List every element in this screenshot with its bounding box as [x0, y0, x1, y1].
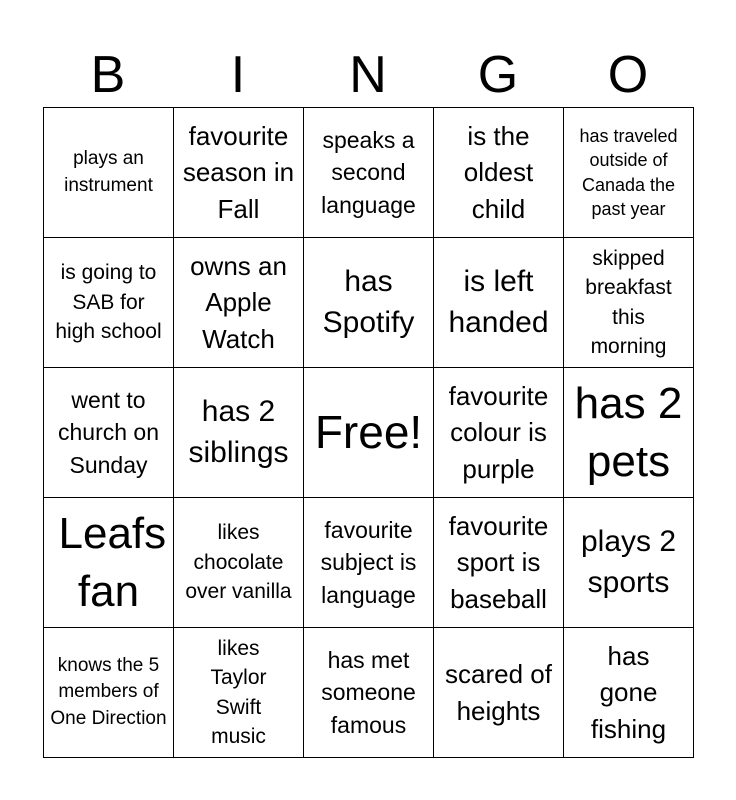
bingo-cell[interactable]: [174, 498, 304, 628]
bingo-cell-text: is left handed: [448, 265, 549, 339]
bingo-cell-text: favourite sport is baseball: [448, 510, 549, 614]
bingo-cell-text: knows the 5 members of One Direction: [50, 654, 167, 729]
bingo-cell-text: has 2 siblings: [188, 395, 289, 469]
bingo-cell[interactable]: [564, 498, 694, 628]
free-space-cell[interactable]: [304, 368, 434, 498]
bingo-cell[interactable]: [304, 498, 434, 628]
header-letter-b: B: [90, 46, 126, 104]
bingo-cell[interactable]: [44, 108, 174, 238]
bingo-cell[interactable]: [174, 108, 304, 238]
bingo-cell[interactable]: [434, 498, 564, 628]
bingo-cell-text: Leafs fan: [58, 509, 167, 616]
bingo-cell-text: favourite season in Fall: [182, 120, 295, 224]
bingo-cell[interactable]: [434, 108, 564, 238]
bingo-cell-text: plays an instrument: [64, 147, 153, 196]
header-letter-n: N: [349, 46, 387, 104]
bingo-cell-text: scared of heights: [445, 659, 552, 726]
bingo-cell-text: went to church on Sunday: [57, 387, 159, 478]
bingo-cell[interactable]: [174, 628, 304, 758]
bingo-cell-text: has met someone famous: [321, 647, 416, 738]
bingo-cell-text: likes chocolate over vanilla: [185, 521, 292, 604]
bingo-cell[interactable]: [564, 628, 694, 758]
bingo-cell[interactable]: [44, 498, 174, 628]
bingo-cell[interactable]: [434, 628, 564, 758]
bingo-cell[interactable]: [304, 238, 434, 368]
header-letter-g: G: [477, 46, 519, 104]
bingo-cell[interactable]: [304, 628, 434, 758]
header-letter-o: O: [607, 46, 649, 104]
bingo-cell-text: speaks a second language: [321, 127, 416, 218]
bingo-cell-text: Free!: [314, 405, 423, 458]
bingo-cell-text: likes Taylor Swift music: [210, 636, 267, 748]
bingo-cell-text: plays 2 sports: [580, 525, 677, 599]
bingo-cell-text: skipped breakfast this morning: [585, 246, 672, 358]
bingo-cell-text: owns an Apple Watch: [190, 250, 287, 354]
bingo-cell[interactable]: [174, 368, 304, 498]
bingo-cell[interactable]: [564, 108, 694, 238]
bingo-cell[interactable]: [564, 368, 694, 498]
bingo-cell-text: has gone fishing: [590, 640, 667, 744]
bingo-cell[interactable]: [434, 238, 564, 368]
bingo-header: [43, 42, 693, 108]
bingo-cell-text: is going to SAB for high school: [55, 261, 162, 344]
bingo-cell-text: has Spotify: [322, 265, 415, 339]
bingo-cell-text: has 2 pets: [574, 379, 683, 486]
bingo-cell[interactable]: [174, 238, 304, 368]
bingo-cell[interactable]: [434, 368, 564, 498]
bingo-cell[interactable]: [564, 238, 694, 368]
bingo-cell-text: is the oldest child: [463, 120, 534, 224]
bingo-cell-text: has traveled outside of Canada the past year: [579, 125, 678, 219]
bingo-cell[interactable]: [44, 628, 174, 758]
bingo-cell-text: favourite colour is purple: [448, 380, 549, 484]
bingo-grid: [43, 107, 694, 758]
header-letter-i: I: [230, 46, 246, 104]
bingo-cell[interactable]: [44, 368, 174, 498]
bingo-cell[interactable]: [44, 238, 174, 368]
bingo-cell-text: favourite subject is language: [320, 517, 417, 608]
bingo-cell[interactable]: [304, 108, 434, 238]
